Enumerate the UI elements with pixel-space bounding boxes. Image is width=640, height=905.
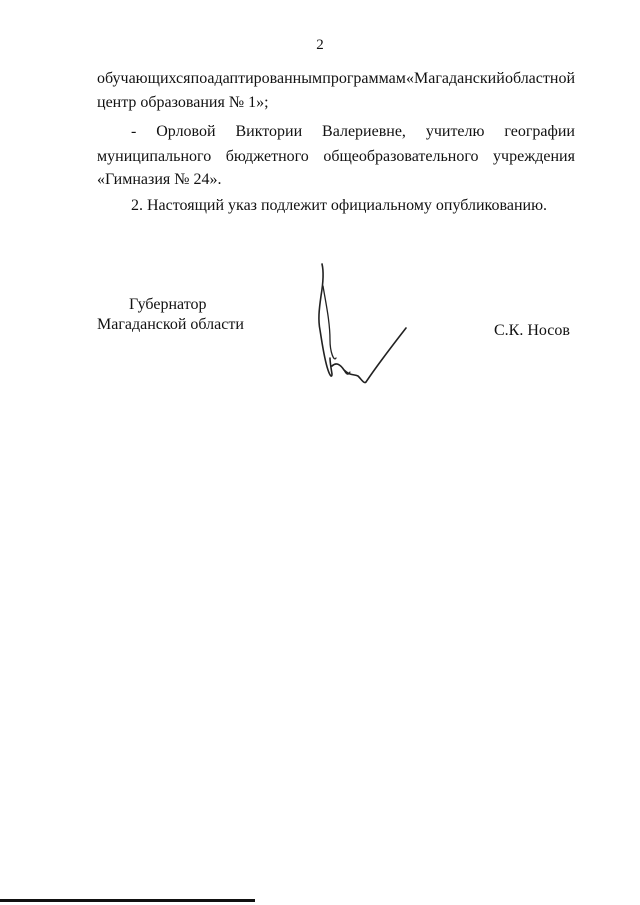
signatory-name: С.К. Носов xyxy=(494,322,570,339)
paragraph-line-1 xyxy=(97,69,575,89)
signatory-position: Губернатор xyxy=(129,296,207,313)
list-dash: - xyxy=(131,123,137,140)
word: учреждения xyxy=(493,148,575,165)
word: программам xyxy=(322,70,406,87)
word: по xyxy=(190,70,208,87)
word: «Магаданский xyxy=(406,70,505,87)
paragraph-line-6: 2. Настоящий указ подлежит официальному опубликованию. xyxy=(131,197,548,214)
word: общеобразовательного xyxy=(323,148,479,165)
word: Виктории xyxy=(235,123,303,140)
handwritten-signature-icon xyxy=(300,258,420,393)
word: адаптированным xyxy=(207,70,323,87)
word: Орловой xyxy=(156,123,216,140)
paragraph-line-4 xyxy=(97,147,575,167)
scan-edge-line xyxy=(0,899,255,902)
word: Валериевне, xyxy=(322,123,406,140)
word: муниципального xyxy=(97,148,212,165)
word: обучающихся xyxy=(97,70,191,87)
paragraph-line-3 xyxy=(131,122,575,142)
word: учителю xyxy=(425,123,485,140)
paragraph-line-2: центр образования № 1»; xyxy=(97,94,269,111)
signatory-region: Магаданской области xyxy=(97,316,244,333)
page-number: 2 xyxy=(316,37,324,53)
word: географии xyxy=(504,123,575,140)
word: областной xyxy=(504,70,575,87)
word: бюджетного xyxy=(225,148,309,165)
paragraph-line-5: «Гимназия № 24». xyxy=(97,171,222,188)
